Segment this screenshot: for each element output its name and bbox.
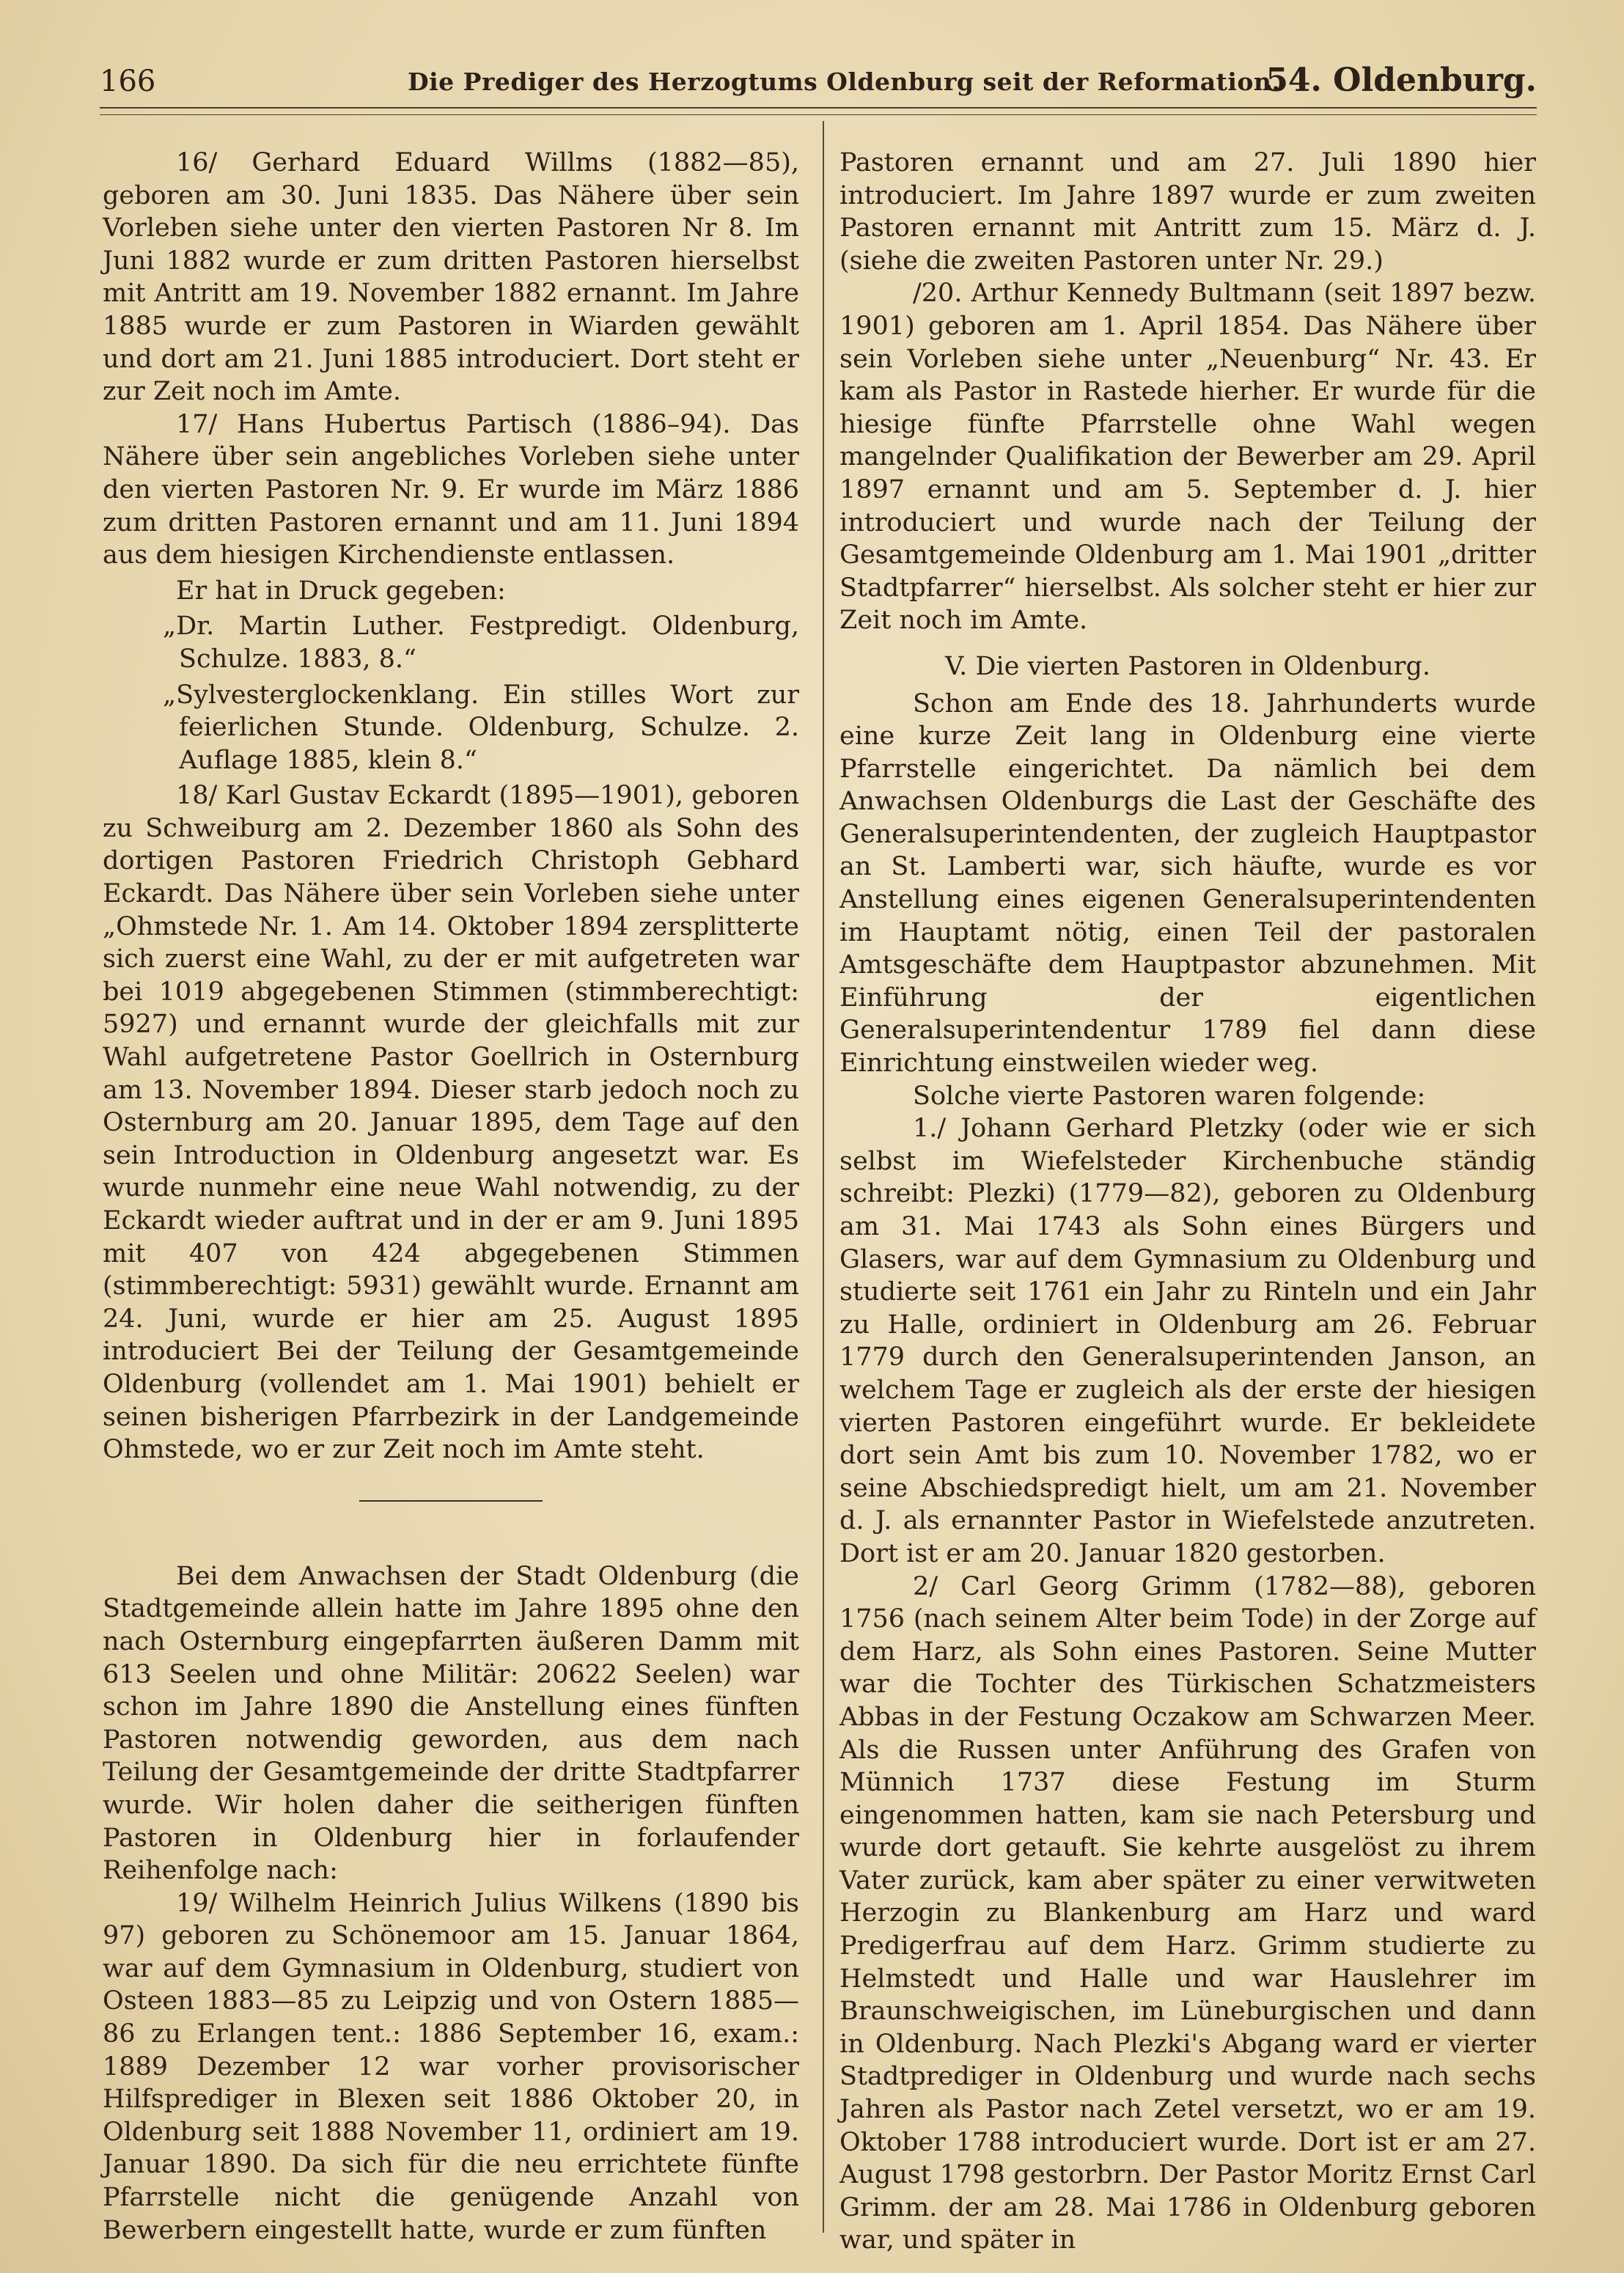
list-intro: Solche vierte Pastoren waren folgende:: [913, 1081, 1426, 1111]
page-number: 166: [100, 65, 156, 98]
entry-19: 19/ Wilhelm Heinrich Julius Wilkens (1890 bis 97) geboren zu Schönemoor am 15. Januar 1864, war auf dem Gymnasium in Oldenburg, studiert von Osteen 1883—85 zu Leipzig und von Ostern 1885—86 zu Erlangen tent.: 1886 September 16, exam.: 1889 Dezember 12 war vorher provisorischer Hilfsprediger in Blexen seit 1886 Oktober 20, in Oldenburg seit 1888 November 11, ordiniert am 19. Januar 1890. Da sich für die neu errichtete fünfte Pfarrstelle nicht die genügende Anzahl von Bewerbern eingestellt hatte, wurde er zum fünften: [103, 1888, 799, 2245]
section-divider: [359, 1500, 543, 1502]
section-heading: V. Die vierten Pastoren in Oldenburg.: [944, 651, 1431, 681]
citation-1: „Dr. Martin Luther. Festpredigt. Oldenburg, Schulze. 1883, 8.“: [163, 612, 799, 674]
page-header: [100, 62, 1537, 103]
fifth-pastors-intro: Bei dem Anwachsen der Stadt Oldenburg (die Stadtgemeinde allein hatte im Jahre 1895 ohne den nach Osternburg eingepfarrten äußeren Damm mit 613 Seelen und ohne Militär: 20622 Seelen) war schon im Jahre 1890 die Anstellung eines fünften Pastoren notwendig geworden, aus dem nach Teilung der Gesamtgemeinde der dritte Stadtpfarrer wurde. Wir holen daher die seitherigen fünften Pastoren in Oldenburg hier in forlaufender Reihenfolge nach:: [103, 1561, 799, 1886]
running-title: Die Prediger des Herzogtums Oldenburg seit der Reformation.: [408, 67, 1281, 96]
print-intro: Er hat in Druck gegeben:: [176, 576, 506, 606]
entry-17: 17/ Hans Hubertus Partisch (1886–94). Das Nähere über sein angebliches Vorleben siehe unter den vierten Pastoren Nr. 9. Er wurde im März 1886 zum dritten Pastoren ernannt und am 11. Juni 1894 aus dem hiesigen Kirchendienste entlassen.: [103, 409, 799, 570]
entry-18: 18/ Karl Gustav Eckardt (1895—1901), geboren zu Schweiburg am 2. Dezember 1860 als Sohn des dortigen Pastoren Friedrich Christoph Gebhard Eckardt. Das Nähere über sein Vorleben siehe unter „Ohmstede Nr. 1. Am 14. Oktober 1894 zersplitterte sich zuerst eine Wahl, zu der er mit aufgetreten war bei 1019 abgegebenen Stimmen (stimmberechtigt: 5927) und ernannt wurde der gleichfalls mit zur Wahl aufgetretene Pastor Goellrich in Osternburg am 13. November 1894. Dieser starb jedoch noch zu Osternburg am 20. Januar 1895, dem Tage auf den sein Introduction in Oldenburg angesetzt war. Es wurde nunmehr eine neue Wahl notwendig, zu der Eckardt wieder auftrat und in der er am 9. Juni 1895 mit 407 von 424 abgegebenen Stimmen (stimmberechtigt: 5931) gewählt wurde. Ernannt am 24. Juni, wurde er hier am 25. August 1895 introduciert Bei der Teilung der Gesamtgemeinde Oldenburg (vollendet am 1. Mai 1901) behielt er seinen bisherigen Pfarrbezirk in der Landgemeinde Ohmstede, wo er zur Zeit noch im Amte steht.: [103, 781, 799, 1465]
citation-2: „Sylvesterglockenklang. Ein stilles Wort zur feierlichen Stunde. Oldenburg, Schulze. 2. Auflage 1885, klein 8.“: [163, 680, 799, 775]
entry-20: /20. Arthur Kennedy Bultmann (seit 1897 bezw. 1901) geboren am 1. April 1854. Das Nähere über sein Vorleben siehe unter „Neuenburg“ Nr. 43. Er kam als Pastor in Rastede hierher. Er wurde für die hiesige fünfte Pfarrstelle ohne Wahl wegen mangelnder Qualifikation der Bewerber am 29. April 1897 ernannt und am 5. September d. J. hier introduciert und wurde nach der Teilung der Gesamtgemeinde Oldenburg am 1. Mai 1901 „dritter Stadtpfarrer“ hierselbst. Als solcher steht er hier zur Zeit noch im Amte.: [839, 279, 1536, 636]
header-rule: [100, 107, 1537, 109]
fourth-pastors-intro: Schon am Ende des 18. Jahrhunderts wurde eine kurze Zeit lang in Oldenburg eine vierte Pfarrstelle eingerichtet. Da nämlich bei dem Anwachsen Oldenburgs die Last der Geschäfte des Generalsuperintendenten, der zugleich Hauptpastor an St. Lamberti war, sich häufte, wurde es vor Anstellung eines eigenen Generalsuperintendenten im Hauptamt nötig, einen Teil der pastoralen Amtsgeschäfte dem Hauptpastor abzunehmen. Mit Einführung der eigentlichen Generalsuperintendentur 1789 fiel dann diese Einrichtung einstweilen wieder weg.: [839, 688, 1536, 1079]
entry-19-continued: Pastoren ernannt und am 27. Juli 1890 hier introduciert. Im Jahre 1897 wurde er zum zweiten Pastoren ernannt mit Antritt zum 15. März d. J. (siehe die zweiten Pastoren unter Nr. 29.): [839, 148, 1536, 276]
header-rule-thin: [100, 114, 1537, 115]
entry-16: 16/ Gerhard Eduard Willms (1882—85), geboren am 30. Juni 1835. Das Nähere über sein Vorleben siehe unter den vierten Pastoren Nr 8. Im Juni 1882 wurde er zum dritten Pastoren hierselbst mit Antritt am 19. November 1882 ernannt. Im Jahre 1885 wurde er zum Pastoren in Wiarden gewählt und dort am 21. Juni 1885 introduciert. Dort steht er zur Zeit noch im Amte.: [103, 148, 799, 407]
column-separator: [823, 121, 824, 2233]
entry-fourth-1: 1./ Johann Gerhard Pletzky (oder wie er sich selbst im Wiefelsteder Kirchenbuche ständig schreibt: Plezki) (1779—82), geboren zu Oldenburg am 31. Mai 1743 als Sohn eines Bürgers und Glasers, war auf dem Gymnasium zu Oldenburg und studierte seit 1761 ein Jahr zu Rinteln und ein Jahr zu Halle, ordiniert in Oldenburg am 26. Februar 1779 durch den Generalsuperintenden Janson, an welchem Tage er zugleich als der erste der hiesigen vierten Pastoren eingeführt wurde. Er bekleidete dort sein Amt bis zum 10. November 1782, wo er seine Abschiedspredigt hielt, um am 21. November d. J. als ernannter Pastor in Wiefelstede anzutreten. Dort ist er am 20. Januar 1820 gestorben.: [839, 1114, 1536, 1568]
left-column: [103, 147, 799, 2247]
right-column: [839, 147, 1536, 2257]
section-title: 54. Oldenburg.: [1265, 62, 1537, 99]
entry-fourth-2: 2/ Carl Georg Grimm (1782—88), geboren 1756 (nach seinem Alter beim Tode) in der Zorge auf dem Harz, als Sohn eines Pastoren. Seine Mutter war die Tochter des Türkischen Schatzmeisters Abbas in der Festung Oczakow am Schwarzen Meer. Als die Russen unter Anführung des Grafen von Münnich 1737 diese Festung im Sturm eingenommen hatten, kam sie nach Petersburg und wurde dort getauft. Sie kehrte ausgelöst zu ihrem Vater zurück, kam aber später zu einer verwitweten Herzogin zu Blankenburg am Harz und ward Predigerfrau auf dem Harz. Grimm studierte zu Helmstedt und Halle und war Hauslehrer im Braunschweigischen, im Lüneburgischen und dann in Oldenburg. Nach Plezki's Abgang ward er vierter Stadtprediger in Oldenburg und wurde nach sechs Jahren als Pastor nach Zetel versetzt, wo er am 19. Oktober 1788 introduciert wurde. Dort ist er am 27. August 1798 gestorbrn. Der Pastor Moritz Ernst Carl Grimm. der am 28. Mai 1786 in Oldenburg geboren war, und später in: [839, 1571, 1536, 2255]
